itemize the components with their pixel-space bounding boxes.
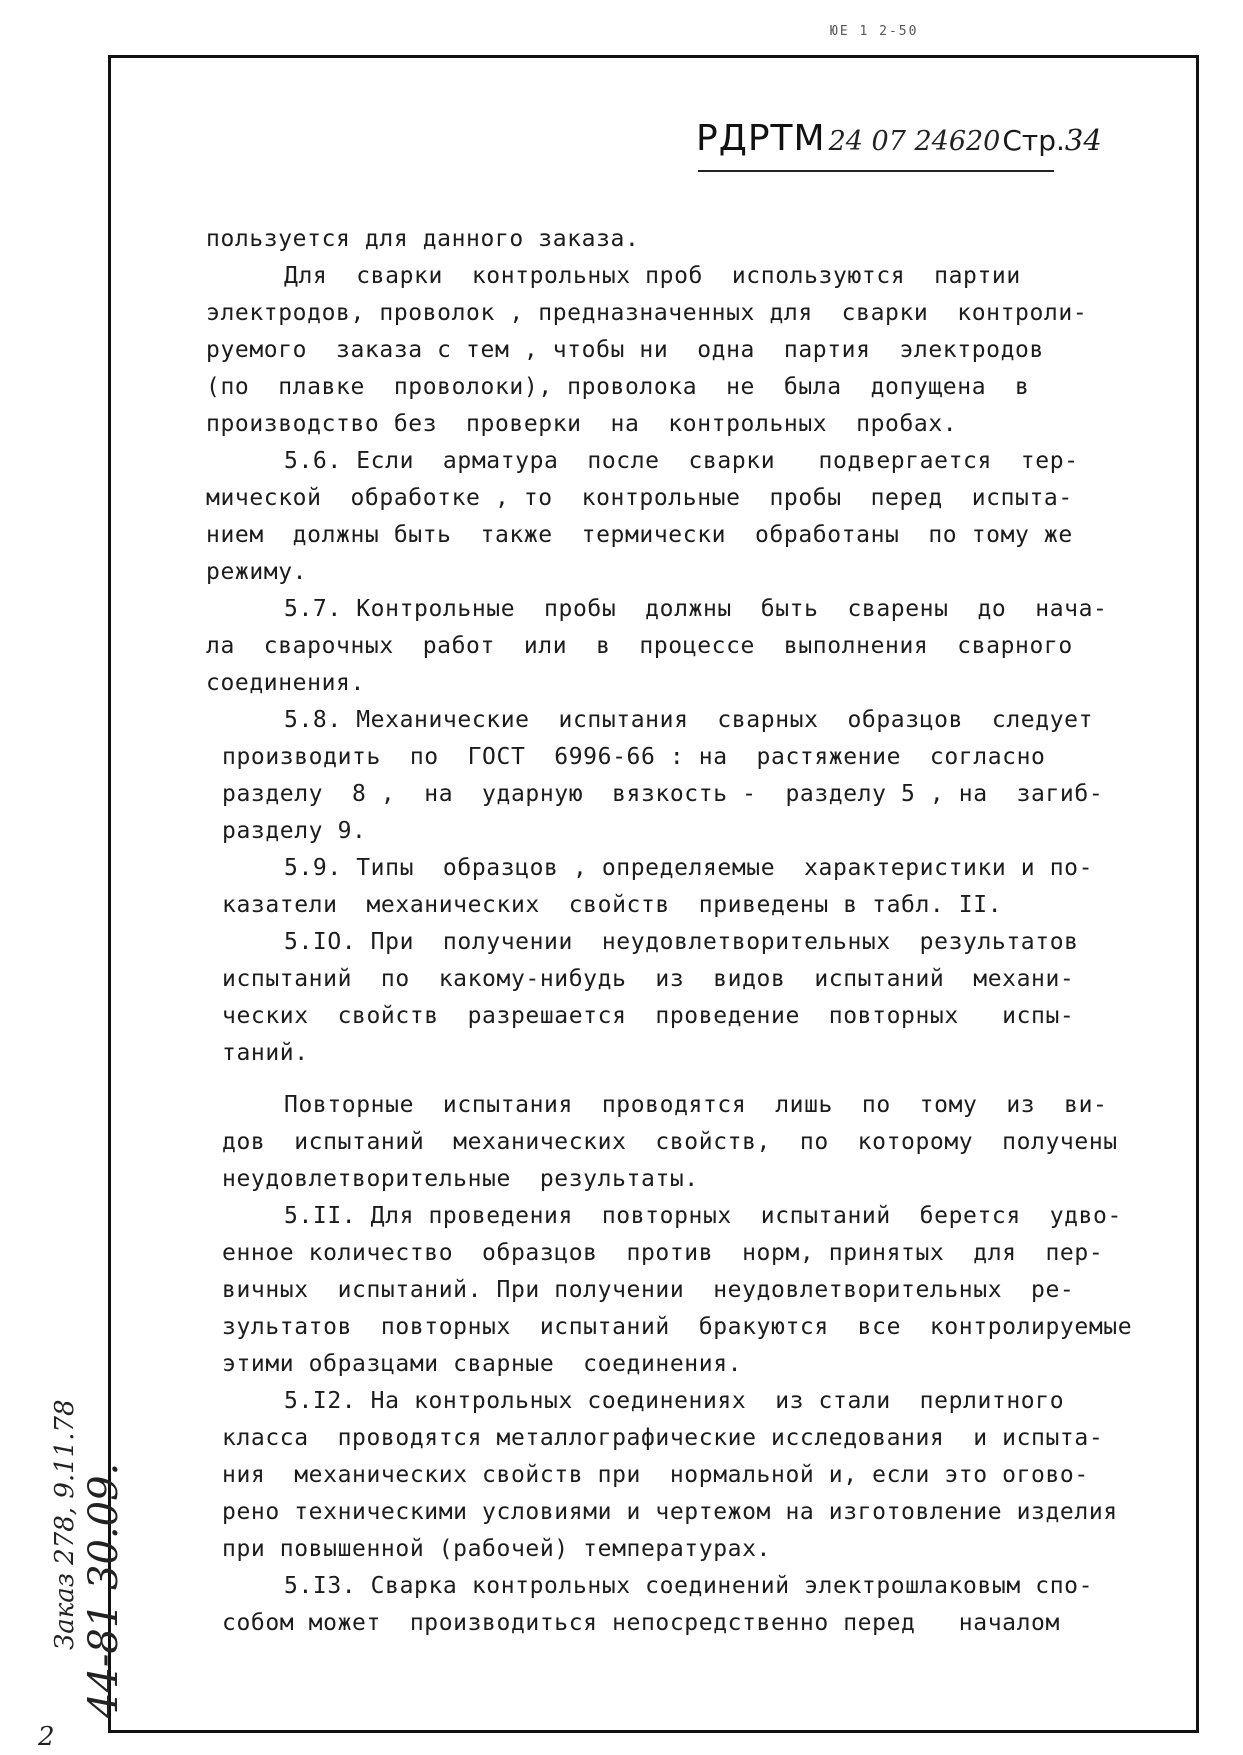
header-underline bbox=[698, 170, 1054, 172]
text-line: испытаний по какому-нибудь из видов испытаний механи- bbox=[222, 966, 1075, 992]
page-number: 34 bbox=[1064, 123, 1102, 157]
page-label: Стр. bbox=[1002, 124, 1065, 157]
text-line: казатели механических свойств приведены в табл. II. bbox=[222, 892, 1003, 918]
text-line: производить по ГОСТ 6996-66 : на растяжение согласно bbox=[222, 744, 1046, 770]
corner-mark: 2 bbox=[38, 1722, 55, 1752]
text-line: ния механических свойств при нормальной и, если это огово- bbox=[222, 1462, 1089, 1488]
text-line: мической обработке , то контрольные пробы перед испыта- bbox=[206, 485, 1073, 511]
text-line: соединения. bbox=[206, 670, 365, 696]
text-line: разделу 9. bbox=[222, 818, 367, 844]
text-line: при повышенной (рабочей) температурах. bbox=[222, 1536, 771, 1562]
text-line: электродов, проволок , предназначенных для сварки контроли- bbox=[206, 300, 1088, 326]
text-line: (по плавке проволоки), проволока не была допущена в bbox=[206, 374, 1030, 400]
text-line: зультатов повторных испытаний бракуются все контролируемые bbox=[222, 1314, 1133, 1340]
doc-number: 24 07 24620 bbox=[828, 126, 1001, 157]
text-line: Для сварки контрольных проб используются партии bbox=[284, 263, 1021, 289]
text-line: рено техническими условиями и чертежом на изготовление изделия bbox=[222, 1499, 1118, 1525]
text-line: этими образцами сварные соединения. bbox=[222, 1351, 743, 1377]
text-line: 5.8. Механические испытания сварных образцов следует bbox=[284, 707, 1094, 733]
text-line: вичных испытаний. При получении неудовлетворительных ре- bbox=[222, 1277, 1075, 1303]
text-line: пользуется для данного заказа. bbox=[206, 226, 640, 252]
text-line: разделу 8 , на ударную вязкость - разделу 5 , на загиб- bbox=[222, 781, 1104, 807]
text-line: производство без проверки на контрольных пробах. bbox=[206, 411, 958, 437]
text-line: 5.I2. На контрольных соединениях из стали перлитного bbox=[284, 1388, 1065, 1414]
margin-note-inventory: 44-81 30.09. bbox=[81, 1462, 127, 1718]
text-line: 5.I3. Сварка контрольных соединений электрошлаковым спо- bbox=[284, 1573, 1094, 1599]
text-line: ла сварочных работ или в процессе выполнения сварного bbox=[206, 633, 1073, 659]
text-line: режиму. bbox=[206, 559, 308, 585]
text-line: собом может производиться непосредственно перед началом bbox=[222, 1610, 1060, 1636]
text-line: нием должны быть также термически обработаны по тому же bbox=[206, 522, 1073, 548]
text-line: неудовлетворительные результаты. bbox=[222, 1166, 699, 1192]
text-line: руемого заказа с тем , чтобы ни одна партия электродов bbox=[206, 337, 1044, 363]
text-line: дов испытаний механических свойств, по которому получены bbox=[222, 1129, 1118, 1155]
text-line: 5.7. Контрольные пробы должны быть сварены до нача- bbox=[284, 596, 1108, 622]
text-line: Повторные испытания проводятся лишь по тому из ви- bbox=[284, 1092, 1108, 1118]
text-line: таний. bbox=[222, 1040, 309, 1066]
doc-code: РДРТМ bbox=[696, 118, 826, 159]
text-line: енное количество образцов против норм, принятых для пер- bbox=[222, 1240, 1104, 1266]
document-header bbox=[696, 118, 1102, 159]
text-line: 5.9. Типы образцов , определяемые характеристики и по- bbox=[284, 855, 1094, 881]
margin-note-order: Заказ 278, 9.11.78 bbox=[50, 1399, 80, 1650]
text-line: класса проводятся металлографические исследования и испыта- bbox=[222, 1425, 1104, 1451]
text-line: 5.II. Для проведения повторных испытаний берется удво- bbox=[284, 1203, 1122, 1229]
top-stamp: ЮЕ 1 2-50 bbox=[830, 24, 919, 39]
text-line: 5.6. Если арматура после сварки подвергается тер- bbox=[284, 448, 1079, 474]
text-line: 5.IO. При получении неудовлетворительных результатов bbox=[284, 929, 1079, 955]
text-line: ческих свойств разрешается проведение повторных испы- bbox=[222, 1003, 1075, 1029]
